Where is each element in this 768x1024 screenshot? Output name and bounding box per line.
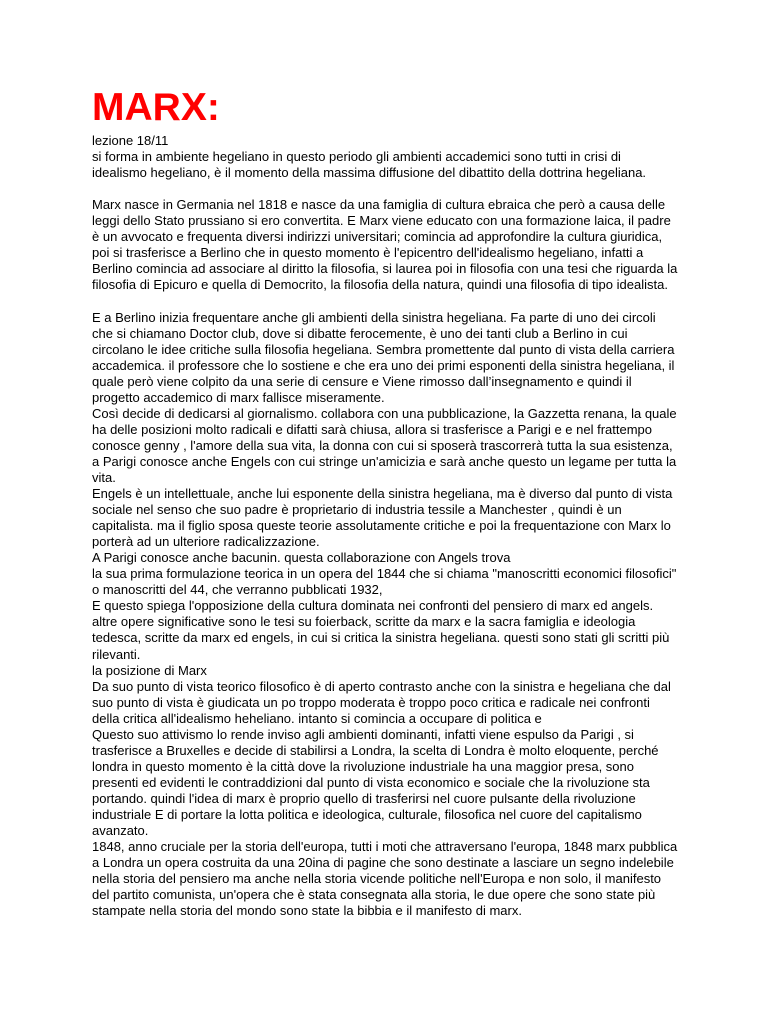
document-page [92, 86, 692, 919]
text-line: si forma in ambiente hegeliano in questo periodo gli ambienti accademici sono tutti in crisi di [92, 149, 621, 165]
text-line: sociale nel senso che suo padre è proprietario di industria tessile a Manchester , quindi è un [92, 502, 622, 518]
text-line: Berlino comincia ad associare al diritto la filosofia, si laurea poi in filosofia con una tesi che riguarda la [92, 261, 678, 277]
text-line: presenti ed evidenti le contraddizioni dal punto di vista economico e sociale che la rivoluzione sta [92, 774, 650, 790]
text-line: circolano le idee critiche sulla filosofia hegeliana. Sembra promettente dal punto di vista della carriera [92, 341, 675, 357]
text-line: A Parigi conosce anche bacunin. questa collaborazione con Angels trova [92, 550, 511, 566]
text-line: 1848, anno cruciale per la storia dell'europa, tutti i moti che attraversano l'europa, 1848 marx pubblica [92, 839, 678, 855]
text-line: idealismo hegeliano, è il momento della massima diffusione del dibattito della dottrina hegeliana. [92, 165, 647, 181]
text-line: londra in questo momento è la città dove la rivoluzione industriale ha una maggior presa, sono [92, 758, 634, 774]
text-line: industriale E di portare la lotta politica e ideologica, culturale, filosofica nel cuore del capitalismo [92, 806, 642, 822]
text-line: suo punto di vista è giudicata un po troppo moderata è troppo poco critica e radicale nei confronti [92, 694, 650, 710]
text-line: trasferisce a Bruxelles e decide di stabilirsi a Londra, la scelta di Londra è molto eloquente, perché [92, 742, 659, 758]
document-body [92, 133, 692, 919]
text-line: la sua prima formulazione teorica in un opera del 1844 che si chiama "manoscritti economici filosofici" [92, 566, 677, 582]
text-line: che si chiamano Doctor club, dove si dibatte ferocemente, è uno dei tanti club a Berlino in cui [92, 325, 628, 341]
text-line: a Parigi conosce anche Engels con cui stringe un'amicizia e sarà anche questo un legame per tutta la [92, 453, 677, 469]
text-line: tedesca, scritte da marx ed engels, in cui si critica la sinistra hegeliana. questi sono stati gli scritti più [92, 630, 670, 646]
text-line: poi si trasferisce a Berlino che in questo momento è l'epicentro dell'idealismo hegeliano, infatti a [92, 245, 644, 261]
text-line: accademica. il professore che lo sostiene e che era uno dei primi esponenti della sinistra hegeliana, il [92, 357, 675, 373]
text-line: Così decide di dedicarsi al giornalismo. collabora con una pubblicazione, la Gazzetta renana, la quale [92, 405, 677, 421]
text-line: portando. quindi l'idea di marx è proprio quello di trasferirsi nel cuore pulsante della rivoluzione [92, 790, 636, 806]
text-line: avanzato. [92, 823, 149, 839]
text-line: la posizione di Marx [92, 662, 207, 678]
page-title: MARX: [92, 86, 220, 129]
text-line: E a Berlino inizia frequentare anche gli ambienti della sinistra hegeliana. Fa parte di uno dei circoli [92, 309, 656, 325]
text-line: Da suo punto di vista teorico filosofico è di aperto contrasto anche con la sinistra e hegeliana che dal [92, 678, 671, 694]
text-line: vita. [92, 469, 116, 485]
text-line: conosce genny , l'amore della sua vita, la donna con cui si sposerà trascorrerà tutta la sua esistenza, [92, 437, 673, 453]
text-line: della critica all'idealismo heheliano. intanto si comincia a occupare di politica e [92, 710, 542, 726]
text-line: altre opere significative sono le tesi su foierback, scritte da marx e la sacra famiglia e ideologia [92, 614, 636, 630]
text-line: nella storia del pensiero ma anche nella storia vicende politiche nell'Europa e non solo, il manifesto [92, 871, 662, 887]
text-line: del partito comunista, un'opera che è stata consegnata alla storia, le due opere che sono state più [92, 887, 656, 903]
text-line: progetto accademico di marx fallisce miseramente. [92, 389, 385, 405]
text-line: capitalista. ma il figlio sposa queste teorie assolutamente critiche e poi la frequentazione con Marx lo [92, 518, 671, 534]
text-line: lezione 18/11 [92, 133, 169, 148]
blank-line [92, 293, 692, 309]
blank-line [92, 181, 692, 197]
text-line: leggi dello Stato prussiano si ero convertita. E Marx viene educato con una formazione laica, il padre [92, 213, 671, 229]
text-line: E questo spiega l'opposizione della cultura dominata nei confronti del pensiero di marx ed angels. [92, 598, 654, 614]
text-line: porterà ad un ulteriore radicalizzazione. [92, 534, 320, 550]
text-line: Questo suo attivismo lo rende inviso agli ambienti dominanti, infatti viene espulso da Parigi , si [92, 726, 634, 742]
text-line: Marx nasce in Germania nel 1818 e nasce da una famiglia di cultura ebraica che però a causa delle [92, 197, 666, 213]
text-line: è un avvocato e frequenta diversi indirizzi universitari; comincia ad approfondire la cultura giuridica, [92, 229, 663, 245]
text-line: a Londra un opera costruita da una 20ina di pagine che sono destinate a lasciare un segno indelebile [92, 855, 674, 871]
text-line: filosofia di Epicuro e quella di Democrito, la filosofia della natura, quindi una filosofia di tipo idealista. [92, 277, 668, 293]
text-line: quale però viene colpito da una serie di censure e Viene rimosso dall’insegnamento e quindi il [92, 373, 632, 389]
text-line: ha delle posizioni molto radicali e difatti sarà chiusa, allora si trasferisce a Parigi e e nel frattempo [92, 421, 652, 437]
text-line: rilevanti. [92, 646, 141, 662]
text-line: o manoscritti del 44, che verranno pubblicati 1932, [92, 582, 383, 598]
text-line: stampate nella storia del mondo sono state la bibbia e il manifesto di marx. [92, 903, 522, 919]
text-line: Engels è un intellettuale, anche lui esponente della sinistra hegeliana, ma è diverso dal punto di vista [92, 486, 673, 502]
